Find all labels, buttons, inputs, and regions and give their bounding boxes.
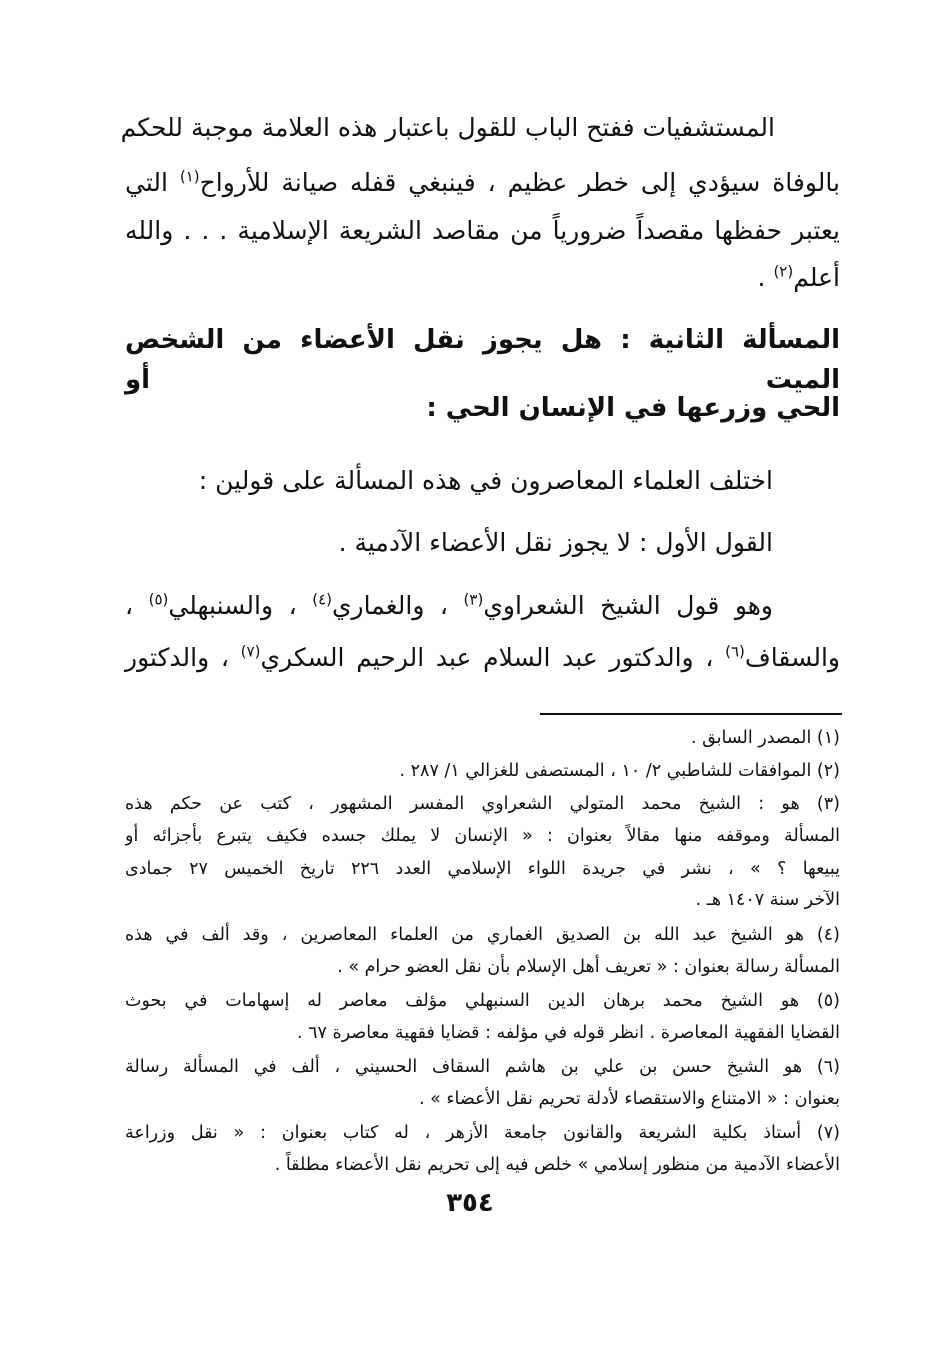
scholars-part7: ، والدكتور xyxy=(125,643,241,672)
footnote-4-line1 xyxy=(125,921,840,949)
footnote-separator xyxy=(540,713,842,715)
footnote-ref-6: (٦) xyxy=(725,642,745,661)
footnote-7-line1 xyxy=(125,1119,840,1147)
para1-line3-text: يعتبر حفظها مقصداً ضرورياً من مقاصد الشريعة الإسلامية . . . والله xyxy=(125,216,840,245)
footnote-5-line2-text: القضايا الفقهية المعاصرة . انظر قوله في مؤلفه : قضايا فقهية معاصرة ٦٧ . xyxy=(297,1023,840,1043)
para1-line1 xyxy=(120,105,775,151)
footnote-3-line4-text: الآخر سنة ١٤٠٧ هـ . xyxy=(695,890,840,910)
scholars-part1: وهو قول الشيخ الشعراوي xyxy=(483,591,773,620)
section-heading-line2-text: الحي وزرعها في الإنسان الحي : xyxy=(426,393,840,423)
footnote-ref-5: (٥) xyxy=(148,590,169,609)
footnote-4-line1-text: (٤) هو الشيخ عبد الله بن الصديق الغماري من العلماء المعاصرين ، وقد ألف في هذه xyxy=(125,925,840,945)
footnote-6-line2-text: بعنوان : « الامتناع والاستقصاء لأدلة تحريم نقل الأعضاء » . xyxy=(418,1089,840,1109)
intro-text: اختلف العلماء المعاصرون في هذه المسألة على قولين : xyxy=(198,466,773,495)
footnote-3-line2 xyxy=(125,822,840,850)
footnote-6-line2 xyxy=(125,1085,840,1113)
para1-line1-text: المستشفيات ففتح الباب للقول باعتبار هذه العلامة موجبة للحكم xyxy=(120,113,775,142)
footnote-2 xyxy=(125,757,840,785)
first-opinion-line xyxy=(125,520,773,566)
para1-line3 xyxy=(125,208,840,254)
section-heading-line2 xyxy=(125,388,840,428)
footnote-7-line2 xyxy=(125,1151,840,1179)
intro-line xyxy=(125,458,773,504)
footnote-ref-7: (٧) xyxy=(240,642,261,661)
footnote-ref-1: (١) xyxy=(179,167,200,186)
scholars-part5: والسقاف xyxy=(744,643,841,672)
footnote-ref-2: (٢) xyxy=(773,262,794,281)
footnote-5-line1-text: (٥) هو الشيخ محمد برهان الدين السنبهلي مؤلف معاصر له إسهامات في بحوث xyxy=(125,991,840,1011)
para1-line4-end: . xyxy=(757,263,774,292)
footnote-3-line1 xyxy=(125,790,840,818)
footnote-1-text: (١) المصدر السابق . xyxy=(690,728,840,748)
first-opinion-text: القول الأول : لا يجوز نقل الأعضاء الآدمية . xyxy=(338,528,773,557)
footnote-3-line1-text: (٣) هو : الشيخ محمد المتولي الشعراوي المفسر المشهور ، كتب عن حكم هذه xyxy=(125,794,840,814)
footnote-3-line4 xyxy=(125,886,840,914)
para1-line2-text: بالوفاة سيؤدي إلى خطر عظيم ، فينبغي قفله صيانة للأرواح xyxy=(199,168,840,197)
scholars-part6: ، والدكتور عبد السلام عبد الرحيم السكري xyxy=(260,643,726,672)
footnote-3-line2-text: المسألة وموقفه منها مقالاً بعنوان : « الإنسان لا يملك جسده فكيف يتبرع بأجزائه أو xyxy=(125,826,840,846)
scholars-part4: ، xyxy=(125,591,149,620)
footnote-1 xyxy=(125,724,840,752)
footnote-6-line1 xyxy=(125,1053,840,1081)
para1-line2-end: التي xyxy=(125,168,180,197)
footnote-3-line3 xyxy=(125,855,840,883)
para1-line4-text: أعلم xyxy=(793,263,840,292)
footnote-4-line2 xyxy=(125,953,840,981)
scholars-line2 xyxy=(125,635,840,681)
section-heading-line1-text: المسألة الثانية : هل يجوز نقل الأعضاء من الشخص الميت أو xyxy=(125,325,840,395)
para1-line4 xyxy=(125,255,840,301)
footnote-7-line1-text: (٧) أستاذ بكلية الشريعة والقانون جامعة الأزهر ، له كتاب بعنوان : « نقل وزراعة xyxy=(125,1123,840,1143)
para1-line2 xyxy=(125,160,840,206)
footnote-7-line2-text: الأعضاء الآدمية من منظور إسلامي » خلص فيه إلى تحريم نقل الأعضاء مطلقاً . xyxy=(274,1155,840,1175)
scholars-part3: ، والسنبهلي xyxy=(168,591,313,620)
scholars-line1 xyxy=(125,583,773,629)
footnote-2-text: (٢) الموافقات للشاطبي ٢/ ١٠ ، المستصفى للغزالي ١/ ٢٨٧ . xyxy=(399,761,840,781)
footnote-3-line3-text: يبيعها ؟ » ، نشر في جريدة اللواء الإسلامي العدد ٢٢٦ تاريخ الخميس ٢٧ جمادى xyxy=(125,859,840,879)
footnote-5-line1 xyxy=(125,987,840,1015)
footnote-ref-3: (٣) xyxy=(463,590,484,609)
footnote-5-line2 xyxy=(125,1019,840,1047)
footnote-4-line2-text: المسألة رسالة بعنوان : « تعريف أهل الإسلام بأن نقل العضو حرام » . xyxy=(337,957,840,977)
footnote-ref-4: (٤) xyxy=(312,590,332,609)
page-number: ٣٥٤ xyxy=(446,1188,494,1218)
scholars-part2: ، والغماري xyxy=(331,591,464,620)
footnote-6-line1-text: (٦) هو الشيخ حسن بن علي بن هاشم السقاف الحسيني ، ألف في المسألة رسالة xyxy=(125,1057,840,1077)
